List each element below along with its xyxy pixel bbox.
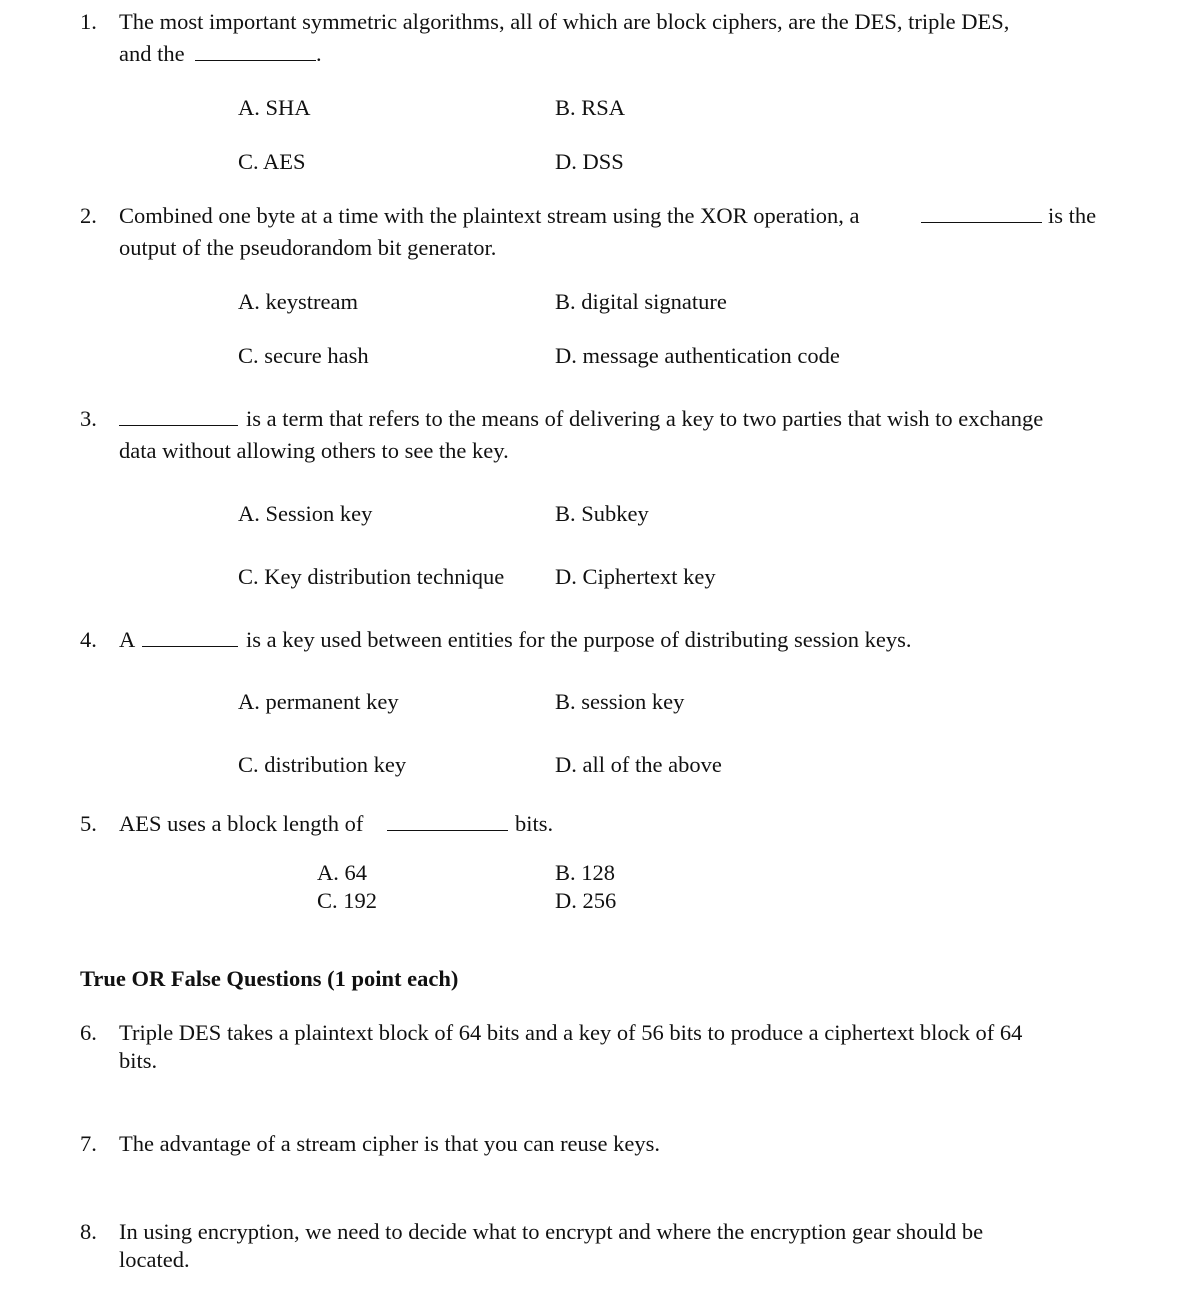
option-c[interactable]: C. AES [238,149,306,174]
question-number: 3. [80,406,97,431]
option-b[interactable]: B. session key [555,689,685,714]
option-d[interactable]: D. message authentication code [555,343,840,368]
answer-blank[interactable] [387,813,508,836]
option-a[interactable]: A. Session key [238,501,373,526]
question-number: 6. [80,1020,97,1045]
option-a[interactable]: A. permanent key [238,689,399,714]
question-number: 8. [80,1219,97,1244]
question-text: The most important symmetric algorithms, all of which are block ciphers, are the DES, triple DES, [119,9,1010,34]
option-b[interactable]: B. RSA [555,95,626,120]
question-text: bits. [515,811,554,836]
question-number: 5. [80,811,97,836]
question-text: Triple DES takes a plaintext block of 64 bits and a key of 56 bits to produce a ciphertext block of 64 [119,1020,1023,1045]
question-number: 1. [80,9,97,34]
question-text: is the [1048,203,1097,228]
answer-blank[interactable] [921,205,1042,228]
question-text: In using encryption, we need to decide what to encrypt and where the encryption gear should be [119,1219,984,1244]
section-heading: True OR False Questions (1 point each) [80,966,459,991]
answer-blank[interactable]: . [195,43,322,66]
question-text: output of the pseudorandom bit generator. [119,235,497,260]
question-number: 2. [80,203,97,228]
question-text: AES uses a block length of [119,811,364,836]
answer-blank[interactable] [119,408,238,431]
question-text: bits. [119,1048,158,1073]
option-c[interactable]: C. distribution key [238,752,407,777]
option-d[interactable]: D. Ciphertext key [555,564,716,589]
question-number: 4. [80,627,97,652]
answer-blank[interactable] [142,629,238,652]
option-a[interactable]: A. 64 [317,860,367,885]
option-a[interactable]: A. keystream [238,289,358,314]
question-text: is a key used between entities for the purpose of distributing session keys. [246,627,912,652]
option-d[interactable]: D. all of the above [555,752,722,777]
option-d[interactable]: D. DSS [555,149,624,174]
question-text: is a term that refers to the means of delivering a key to two parties that wish to exchange [246,406,1044,431]
option-b[interactable]: B. digital signature [555,289,727,314]
question-number: 7. [80,1131,97,1156]
question-text: A [119,627,136,652]
option-a[interactable]: A. SHA [238,95,311,120]
question-text: and the [119,41,185,66]
option-c[interactable]: C. secure hash [238,343,369,368]
option-d[interactable]: D. 256 [555,888,617,913]
option-b[interactable]: B. Subkey [555,501,649,526]
question-text: located. [119,1247,190,1272]
question-text: data without allowing others to see the key. [119,438,509,463]
question-text: The advantage of a stream cipher is that you can reuse keys. [119,1131,661,1156]
question-text: Combined one byte at a time with the plaintext stream using the XOR operation, a [119,203,860,228]
option-b[interactable]: B. 128 [555,860,616,885]
option-c[interactable]: C. Key distribution technique [238,564,505,589]
option-c[interactable]: C. 192 [317,888,378,913]
